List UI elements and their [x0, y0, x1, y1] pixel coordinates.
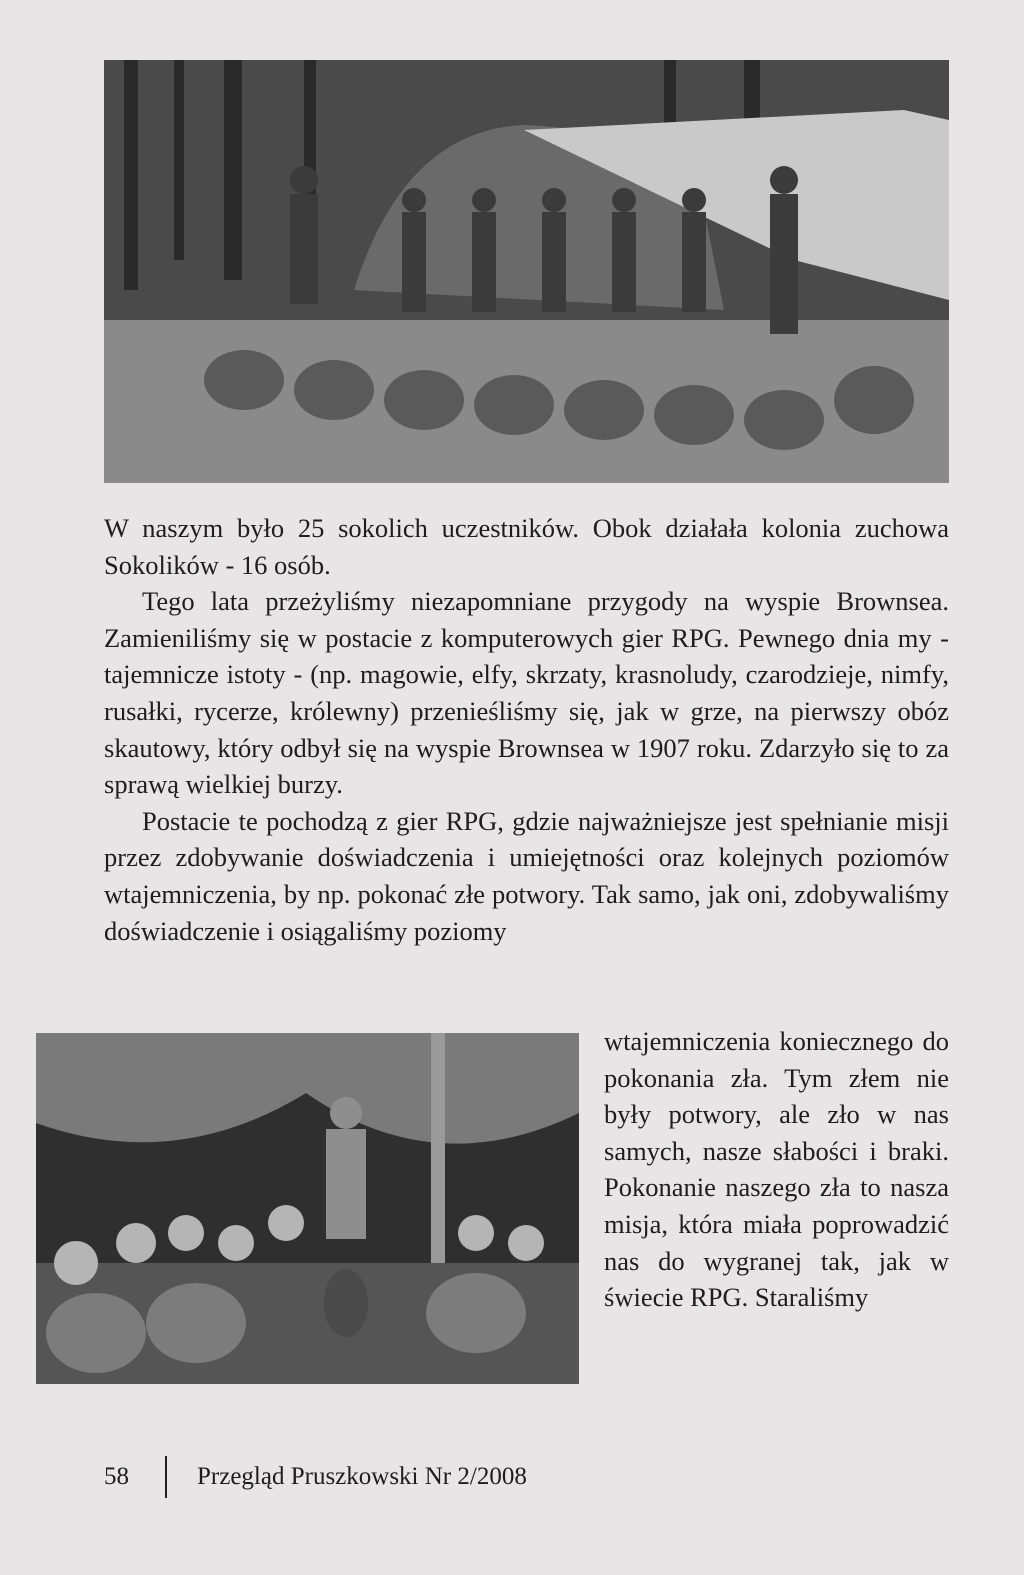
- article-body: [104, 510, 949, 949]
- tent-performance-photo: [36, 1033, 579, 1384]
- paragraph-1: W naszym było 25 sokolich uczestników. Obok działała kolonia zuchowa Sokolików - 16 osób.: [104, 513, 949, 580]
- article-body-side-column: [604, 1023, 949, 1316]
- footer-separator: [165, 1456, 167, 1498]
- publication-title: Przegląd Pruszkowski Nr 2/2008: [197, 1463, 527, 1490]
- scout-group-photo-illustration: [104, 60, 949, 483]
- page-number: 58: [104, 1463, 129, 1490]
- paragraph-3-continued: wtajemniczenia koniecznego do pokonania zła. Tym złem nie były potwory, ale zło w nas samych, nasze słabości i braki. Pokonanie naszego zła to nasza misja, która miała poprowadzić nas do wygranej tak, jak w świecie RPG. Staraliśmy: [604, 1026, 949, 1313]
- page-footer: [104, 1456, 527, 1498]
- scout-group-photo: [104, 60, 949, 483]
- paragraph-3: Postacie te pochodzą z gier RPG, gdzie najważniejsze jest spełnianie misji przez zdobywanie doświadczenia i umiejętności oraz kolejnych poziomów wtajemniczenia, by np. pokonać złe potwory. Tak samo, jak oni, zdobywaliśmy doświadczenie i osiągaliśmy poziomy: [104, 805, 949, 946]
- tent-performance-photo-illustration: [36, 1033, 579, 1384]
- paragraph-2: Tego lata przeżyliśmy niezapomniane przygody na wyspie Brownsea. Zamieniliśmy się w postacie z komputerowych gier RPG. Pewnego dnia my - tajemnicze istoty - (np. magowie, elfy, skrzaty, krasnoludy, czarodzieje, nimfy, rusałki, rycerze, królewny) przenieśliśmy się, jak w grze, na pierwszy obóz skautowy, który odbył się na wyspie Brownsea w 1907 roku. Zdarzyło się to za sprawą wielkiej burzy.: [104, 586, 949, 800]
